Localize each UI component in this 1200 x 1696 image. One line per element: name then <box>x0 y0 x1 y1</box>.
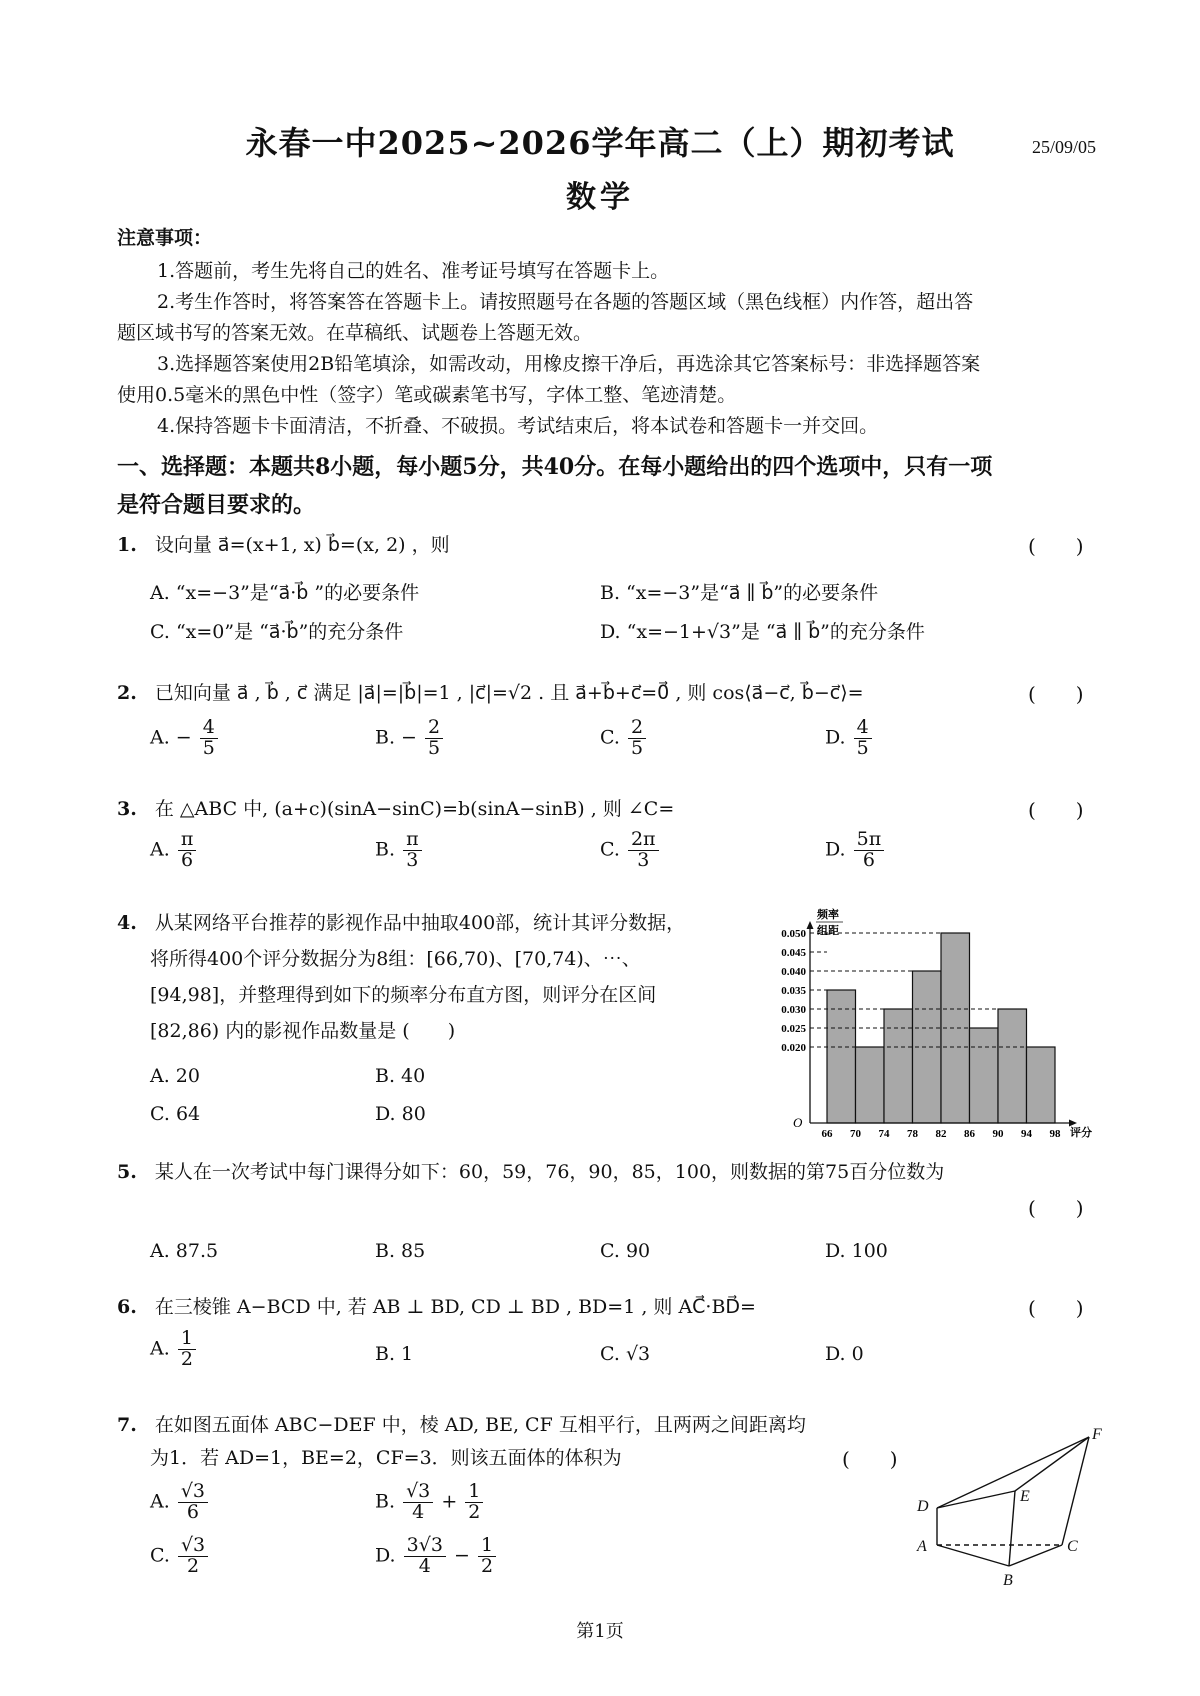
fraction <box>465 1482 483 1523</box>
option-label: B. − <box>375 726 417 749</box>
numerator: √3 <box>178 1482 208 1503</box>
option-d <box>375 1536 498 1577</box>
denominator: 5 <box>856 736 869 759</box>
fraction <box>854 718 872 759</box>
question-stem-line: [82,86) 内的影视作品数量是 ( ) <box>150 1020 456 1042</box>
numerator: 4 <box>200 718 218 739</box>
x-tick-label: 78 <box>907 1128 918 1140</box>
page-number: 第1页 <box>576 1621 624 1642</box>
denominator: 4 <box>418 1554 431 1577</box>
denominator: 2 <box>180 1347 193 1370</box>
numerator: 2 <box>628 718 646 739</box>
answer-paren: ( ) <box>1028 1196 1084 1220</box>
question-3 <box>117 794 1097 821</box>
numerator: 5π <box>854 830 885 851</box>
option-b <box>375 718 445 759</box>
fraction <box>178 1482 208 1523</box>
y-axis-label-top: 频率 <box>817 909 839 921</box>
option-c <box>150 1536 210 1577</box>
histogram-bar <box>970 1028 999 1123</box>
edge-AB <box>937 1545 1009 1566</box>
option-label: D. <box>375 1544 396 1567</box>
option-c: C. 64 <box>150 1103 201 1125</box>
vertex-label-C: C <box>1067 1538 1078 1555</box>
notice-item: 2.考生作答时，将答案答在答题卡上。请按照题号在各题的答题区域（黑色线框）内作答，超出答 <box>157 291 974 313</box>
histogram-bar <box>998 1009 1027 1123</box>
denominator: 5 <box>428 736 441 759</box>
option-label: A. <box>150 1490 170 1513</box>
fraction <box>200 718 218 759</box>
histogram-bar <box>856 1047 885 1123</box>
option-d: D. 80 <box>375 1103 426 1125</box>
option-b: B. 1 <box>375 1343 414 1365</box>
option-c: C. 90 <box>600 1240 651 1262</box>
question-6 <box>117 1292 1097 1319</box>
option-a <box>150 830 198 871</box>
question-number: 6. <box>117 1296 137 1318</box>
x-tick-label: 90 <box>992 1128 1004 1140</box>
vertex-label-D: D <box>917 1498 929 1515</box>
notice-item: 1.答题前，考生先将自己的姓名、准考证号填写在答题卡上。 <box>157 260 670 282</box>
vertex-label-E: E <box>1020 1488 1030 1505</box>
option-label: C. <box>600 726 620 749</box>
section-heading-line: 一、选择题：本题共8小题，每小题5分，共40分。在每小题给出的四个选项中，只有一项 <box>117 454 993 480</box>
denominator: 5 <box>630 736 644 759</box>
question-stem: 某人在一次考试中每门课得分如下：60，59，76，90，85，100，则数据的第75百分位数为 <box>154 1161 945 1183</box>
exam-title: 永春一中2025~2026学年高二（上）期初考试 <box>245 124 955 162</box>
fraction <box>628 830 659 871</box>
fraction <box>478 1536 496 1577</box>
denominator: 6 <box>181 848 194 871</box>
y-tick-label: 0.025 <box>781 1023 806 1035</box>
vertex-label-F: F <box>1092 1426 1102 1443</box>
question-2 <box>117 678 1097 705</box>
option-c: C. “x=0”是 “a⃗·b⃗”的充分条件 <box>150 621 404 643</box>
subject-title: 数学 <box>566 180 634 215</box>
question-stem-line: 为1．若 AD=1，BE=2，CF=3．则该五面体的体积为 <box>150 1447 622 1469</box>
question-stem-line: 在如图五面体 ABC−DEF 中，棱 AD, BE, CF 互相平行，且两两之间距离均 <box>154 1414 806 1436</box>
pentahedron-figure <box>905 1425 1100 1590</box>
denominator: 4 <box>412 1500 425 1523</box>
option-b: B. 40 <box>375 1065 426 1087</box>
option-a <box>150 718 220 759</box>
notice-item: 题区域书写的答案无效。在草稿纸、试题卷上答题无效。 <box>117 322 593 344</box>
question-7 <box>117 1410 917 1437</box>
vertex-label-A: A <box>917 1538 927 1555</box>
numerator: 1 <box>478 1536 496 1557</box>
y-tick-label: 0.035 <box>781 985 806 997</box>
question-number: 3. <box>117 798 137 820</box>
option-a: A. 87.5 <box>150 1240 219 1262</box>
option-label: D. <box>825 838 846 861</box>
denominator: 2 <box>480 1554 494 1577</box>
denominator: 3 <box>406 848 419 871</box>
option-label: A. <box>150 838 170 861</box>
fraction <box>628 718 646 759</box>
numerator: 4 <box>854 718 872 739</box>
option-b: B. 85 <box>375 1240 426 1262</box>
edge-DE <box>937 1491 1015 1508</box>
question-number: 2. <box>117 682 137 704</box>
denominator: 2 <box>468 1500 481 1523</box>
option-label: A. <box>150 1337 170 1360</box>
fraction <box>404 1536 446 1577</box>
option-c <box>600 718 648 759</box>
operator: + <box>441 1490 458 1513</box>
histogram-bar <box>884 1009 913 1123</box>
y-tick-label: 0.030 <box>781 1004 806 1016</box>
denominator: 6 <box>862 848 875 871</box>
question-stem: 在三棱锥 A−BCD 中, 若 AB ⊥ BD, CD ⊥ BD , BD=1 , 则 AC⃗·BD⃗= <box>154 1296 756 1318</box>
answer-paren: ( ) <box>1028 682 1084 706</box>
option-c: C. √3 <box>600 1343 651 1365</box>
x-tick-label: 66 <box>821 1128 833 1140</box>
option-d: D. 0 <box>825 1343 864 1365</box>
option-d: D. “x=−1+√3”是 “a⃗ ∥ b⃗”的充分条件 <box>600 621 925 643</box>
notice-list <box>117 256 1097 442</box>
fraction <box>178 830 197 871</box>
question-stem-line: 从某网络平台推荐的影视作品中抽取400部，统计其评分数据， <box>154 912 686 934</box>
option-label: D. <box>825 726 846 749</box>
y-axis-arrow <box>807 921 814 929</box>
x-tick-label: 82 <box>935 1128 947 1140</box>
option-a: A. 20 <box>150 1065 200 1087</box>
x-axis-label: 评分 <box>1070 1127 1092 1139</box>
notice-item: 使用0.5毫米的黑色中性（签字）笔或碳素笔书写，字体工整、笔迹清楚。 <box>117 384 737 406</box>
option-a <box>150 1482 210 1523</box>
option-label: B. <box>375 838 396 861</box>
option-b <box>375 830 424 871</box>
numerator: √3 <box>178 1536 208 1557</box>
numerator: π <box>403 830 422 851</box>
y-axis-label-bottom: 组距 <box>817 925 839 937</box>
numerator: 2π <box>628 830 659 851</box>
notice-item: 4.保持答题卡卡面清洁，不折叠、不破损。考试结束后，将本试卷和答题卡一并交回。 <box>157 415 879 437</box>
numerator: √3 <box>403 1482 433 1503</box>
y-tick-label: 0.045 <box>781 947 806 959</box>
origin-label: O <box>793 1115 803 1130</box>
answer-paren: ( ) <box>1028 798 1084 822</box>
notice-heading: 注意事项： <box>117 227 213 249</box>
histogram-bar <box>1027 1047 1056 1123</box>
frequency-histogram <box>765 905 1100 1140</box>
histogram-bar <box>827 990 856 1123</box>
section-heading <box>117 448 1097 524</box>
y-tick-label: 0.050 <box>781 928 806 940</box>
option-label: C. <box>150 1544 170 1567</box>
question-stem: 设向量 a⃗=(x+1, x) b⃗=(x, 2) ，则 <box>154 534 450 556</box>
denominator: 2 <box>187 1554 200 1577</box>
numerator: 1 <box>178 1329 196 1350</box>
numerator: π <box>178 830 197 851</box>
option-label: C. <box>600 838 620 861</box>
answer-paren: ( ) <box>1028 534 1084 558</box>
x-tick-label: 74 <box>878 1128 890 1140</box>
question-1 <box>117 530 1097 557</box>
edge-DF <box>937 1437 1089 1508</box>
option-c <box>600 830 661 871</box>
denominator: 6 <box>186 1500 199 1523</box>
notice-item: 3.选择题答案使用2B铅笔填涂，如需改动，用橡皮擦干净后，再选涂其它答案标号：非选择题答案 <box>157 353 981 375</box>
y-tick-label: 0.020 <box>781 1042 806 1054</box>
option-label: A. − <box>150 726 192 749</box>
vertex-label-B: B <box>1003 1572 1013 1589</box>
edge-BC <box>1009 1545 1062 1566</box>
fraction <box>403 830 422 871</box>
operator: − <box>454 1544 470 1567</box>
x-axis-arrow <box>1069 1120 1077 1127</box>
question-number: 7. <box>117 1414 137 1436</box>
option-d <box>825 718 874 759</box>
x-tick-label: 94 <box>1021 1128 1032 1140</box>
exam-date: 25/09/05 <box>1031 137 1096 157</box>
x-tick-label: 86 <box>964 1128 975 1140</box>
question-stem-line: [94,98]，并整理得到如下的频率分布直方图，则评分在区间 <box>150 984 657 1006</box>
section-heading-line: 是符合题目要求的。 <box>117 492 316 518</box>
fraction <box>178 1536 208 1577</box>
fraction <box>178 1329 196 1370</box>
numerator: 1 <box>465 1482 483 1503</box>
option-d <box>825 830 886 871</box>
numerator: 2 <box>425 718 443 739</box>
option-label: B. <box>375 1490 396 1513</box>
option-b: B. “x=−3”是“a⃗ ∥ b⃗”的必要条件 <box>600 582 879 604</box>
answer-paren: ( ) <box>1028 1296 1084 1320</box>
option-d: D. 100 <box>825 1240 888 1262</box>
answer-paren: ( ) <box>842 1447 898 1471</box>
fraction <box>425 718 443 759</box>
fraction <box>403 1482 433 1523</box>
option-a <box>150 1329 198 1370</box>
question-stem: 在 △ABC 中, (a+c)(sinA−sinC)=b(sinA−sinB) , 则 ∠C= <box>154 798 675 820</box>
y-tick-label: 0.040 <box>781 966 806 978</box>
x-tick-label: 70 <box>850 1128 861 1140</box>
question-number: 1. <box>117 534 137 556</box>
option-a: A. “x=−3”是“a⃗·b⃗ ”的必要条件 <box>150 582 420 604</box>
denominator: 5 <box>202 736 215 759</box>
question-5 <box>117 1157 1097 1184</box>
option-b <box>375 1482 485 1523</box>
x-tick-label: 98 <box>1049 1128 1061 1140</box>
numerator: 3√3 <box>404 1536 446 1557</box>
question-stem: 已知向量 a⃗ , b⃗ , c⃗ 满足 |a⃗|=|b⃗|=1 , |c⃗|=√2 . 且 a⃗+b⃗+c⃗=0⃗ , 则 cos⟨a⃗−c⃗, b⃗−c⃗⟩= <box>154 682 864 704</box>
question-stem-line: 将所得400个评分数据分为8组：[66,70)、[70,74)、⋯、 <box>150 948 641 970</box>
edge-BE <box>1009 1491 1015 1566</box>
denominator: 3 <box>637 848 650 871</box>
question-number: 4. <box>117 912 137 934</box>
question-4 <box>117 905 777 1049</box>
fraction <box>854 830 885 871</box>
question-number: 5. <box>117 1161 137 1183</box>
